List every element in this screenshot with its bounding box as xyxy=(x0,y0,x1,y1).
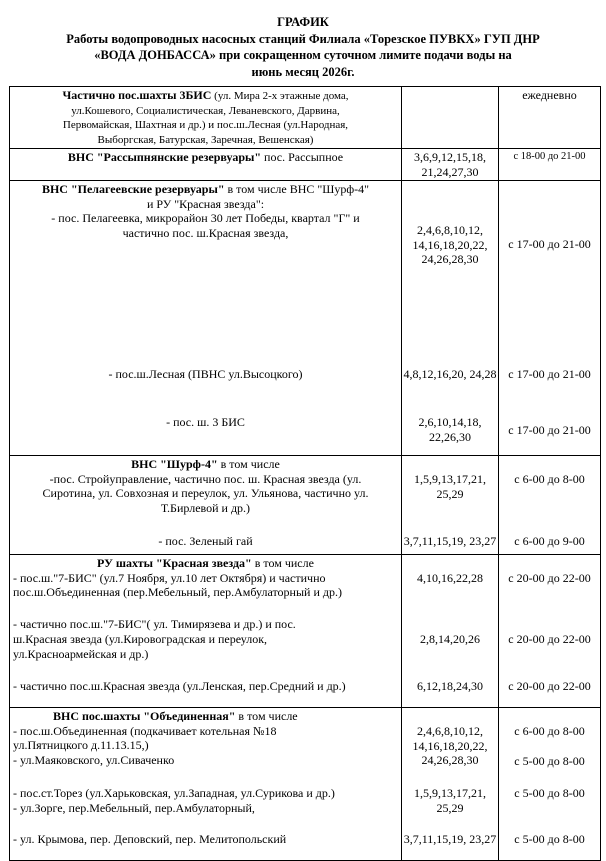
area-line: Выборгская, Батурская, Заречная, Вешенская) xyxy=(97,133,314,146)
table-row xyxy=(10,87,601,149)
days-value: 3,7,11,15,19, 23,27 xyxy=(403,534,497,548)
time-value: с 20-00 до 22-00 xyxy=(508,632,591,646)
time-value: с 5-00 до 8-00 xyxy=(514,786,585,800)
header-line-2: «ВОДА ДОНБАССА» при сокращенном суточном лимите подачи воды на xyxy=(94,48,512,62)
area-line: - пос. Пелагеевка, микрорайон 30 лет Победы, квартал "Г" и xyxy=(51,211,360,225)
time-value: с 6-00 до 8-00 xyxy=(514,724,585,738)
area-line: частично пос. ш.Красная звезда, xyxy=(122,225,289,240)
area-line: ул.Пятницкого д.11.13.15,) xyxy=(13,738,149,752)
table-row xyxy=(10,149,601,181)
days-value: 2,4,6,8,10,12, 14,16,18,20,22, 24,26,28,30 xyxy=(412,724,488,767)
days-value: 4,8,12,16,20, 24,28 xyxy=(403,367,497,381)
area-line: ул.Красноармейская и др.) xyxy=(13,647,149,661)
time-value: с 6-00 до 8-00 xyxy=(514,472,585,486)
area-line: -пос. Стройуправление, частично пос. ш. Красная звезда (ул. xyxy=(49,471,362,486)
time-cell xyxy=(499,181,601,456)
days-cell xyxy=(402,456,499,555)
station-area: пос. Рассыпное xyxy=(261,150,344,164)
area-line: - пос. Зеленый гай xyxy=(158,534,253,548)
days-cell: 3,6,9,12,15,18, 21,24,27,30 xyxy=(402,149,499,181)
station-cell xyxy=(10,87,402,149)
time-value: с 17-00 до 21-00 xyxy=(508,237,591,251)
area-line: - ул. Крымова, пер. Деповский, пер. Мелитопольский xyxy=(13,832,287,846)
area-line: - ул.Зорге, пер.Мебельный, пер.Амбулаторный, xyxy=(13,801,255,815)
area-line: - пос.ш.Объединенная (подкачивает котельная №18 xyxy=(13,723,277,738)
time-value: с 20-00 до 22-00 xyxy=(508,571,591,585)
area-line: - пос. ш. 3 БИС xyxy=(166,415,245,429)
area-line: Первомайская, Шахтная и др.) и пос.ш.Лесная (ул.Народная, xyxy=(62,119,349,131)
days-value: 6,12,18,24,30 xyxy=(417,679,483,693)
area-line: - частично пос.ш.Красная звезда (ул.Ленская, пер.Средний и др.) xyxy=(13,679,346,693)
table-row xyxy=(10,708,601,861)
station-cell xyxy=(10,181,402,456)
station-cell xyxy=(10,456,402,555)
days-value: 2,8,14,20,26 xyxy=(420,632,480,646)
station-area: (ул. Мира 2-х этажные дома, xyxy=(211,90,349,102)
area-line: - пос.ш."7-БИС" (ул.7 Ноября, ул.10 лет Октября) и частично xyxy=(13,570,326,585)
table-row xyxy=(10,555,601,708)
time-cell xyxy=(499,456,601,555)
time-value: с 5-00 до 8-00 xyxy=(514,754,585,768)
days-cell xyxy=(402,708,499,861)
station-name: Частично пос.шахты 3БИС xyxy=(62,88,212,102)
station-name: ВНС "Рассыпнянские резервуары" xyxy=(67,150,262,164)
time-value: с 6-00 до 9-00 xyxy=(514,534,585,548)
area-line: - пос.ст.Торез (ул.Харьковская, ул.Западная, ул.Сурикова и др.) xyxy=(13,786,335,800)
time-cell: ежедневно xyxy=(499,87,601,149)
days-cell xyxy=(402,555,499,708)
station-name: ВНС "Шурф-4" xyxy=(131,457,218,471)
area-line: - ул.Маяковского, ул.Сиваченко xyxy=(13,752,175,767)
document-header xyxy=(0,14,606,80)
table-row xyxy=(10,456,601,555)
days-value: 4,10,16,22,28 xyxy=(417,571,483,585)
station-note: в том числе ВНС "Шурф-4" xyxy=(224,182,370,196)
header-line-1: Работы водопроводных насосных станций Филиала «Торезское ПУВКХ» ГУП ДНР xyxy=(66,31,540,46)
table-row xyxy=(10,181,601,456)
days-value: 2,6,10,14,18, 22,26,30 xyxy=(418,415,482,444)
station-cell xyxy=(10,708,402,861)
time-value: с 17-00 до 21-00 xyxy=(508,367,591,381)
station-note: и РУ "Красная звезда": xyxy=(146,196,265,211)
area-line: пос.ш.Объединенная (пер.Мебельный, пер.Амбулаторный и др.) xyxy=(13,585,342,599)
schedule-table xyxy=(9,86,601,861)
area-line: Сиротина, ул. Совхозная и переулок, ул. Ульянова, частично ул. xyxy=(42,486,369,500)
days-cell xyxy=(402,181,499,456)
days-value: 1,5,9,13,17,21, 25,29 xyxy=(414,786,486,815)
days-cell xyxy=(402,87,499,149)
station-cell xyxy=(10,149,402,181)
station-note: в том числе xyxy=(235,709,298,723)
station-note: в том числе xyxy=(217,457,280,471)
station-name: ВНС "Пелагеевские резервуары" xyxy=(41,182,225,196)
time-cell xyxy=(499,555,601,708)
days-value: 3,7,11,15,19, 23,27 xyxy=(403,832,497,846)
days-value: 2,4,6,8,10,12, 14,16,18,20,22, 24,26,28,30 xyxy=(412,223,488,266)
station-name: ВНС пос.шахты "Объединенная" xyxy=(53,709,236,723)
area-line: ул.Кошевого, Социалистическая, Леваневского, Дарвина, xyxy=(71,104,340,117)
time-cell: с 18-00 до 21-00 xyxy=(499,149,601,181)
area-line: - пос.ш.Лесная (ПВНС ул.Высоцкого) xyxy=(108,367,303,381)
time-value: с 20-00 до 22-00 xyxy=(508,679,591,693)
time-value: с 5-00 до 8-00 xyxy=(514,832,585,846)
document-title: ГРАФИК xyxy=(277,15,329,29)
area-line: Т.Бирлевой и др.) xyxy=(160,500,251,515)
time-cell xyxy=(499,708,601,861)
header-line-3: июнь месяц 2026г. xyxy=(251,64,355,79)
area-line: ш.Красная звезда (ул.Кировоградская и переулок, xyxy=(13,632,268,646)
station-cell xyxy=(10,555,402,708)
area-line: - частично пос.ш."7-БИС"( ул. Тимирязева и др.) и пос. xyxy=(13,617,296,631)
station-note: в том числе xyxy=(251,556,314,570)
time-value: с 17-00 до 21-00 xyxy=(508,423,591,437)
station-name: РУ шахты "Красная звезда" xyxy=(97,556,252,570)
days-value: 1,5,9,13,17,21, 25,29 xyxy=(414,472,486,501)
